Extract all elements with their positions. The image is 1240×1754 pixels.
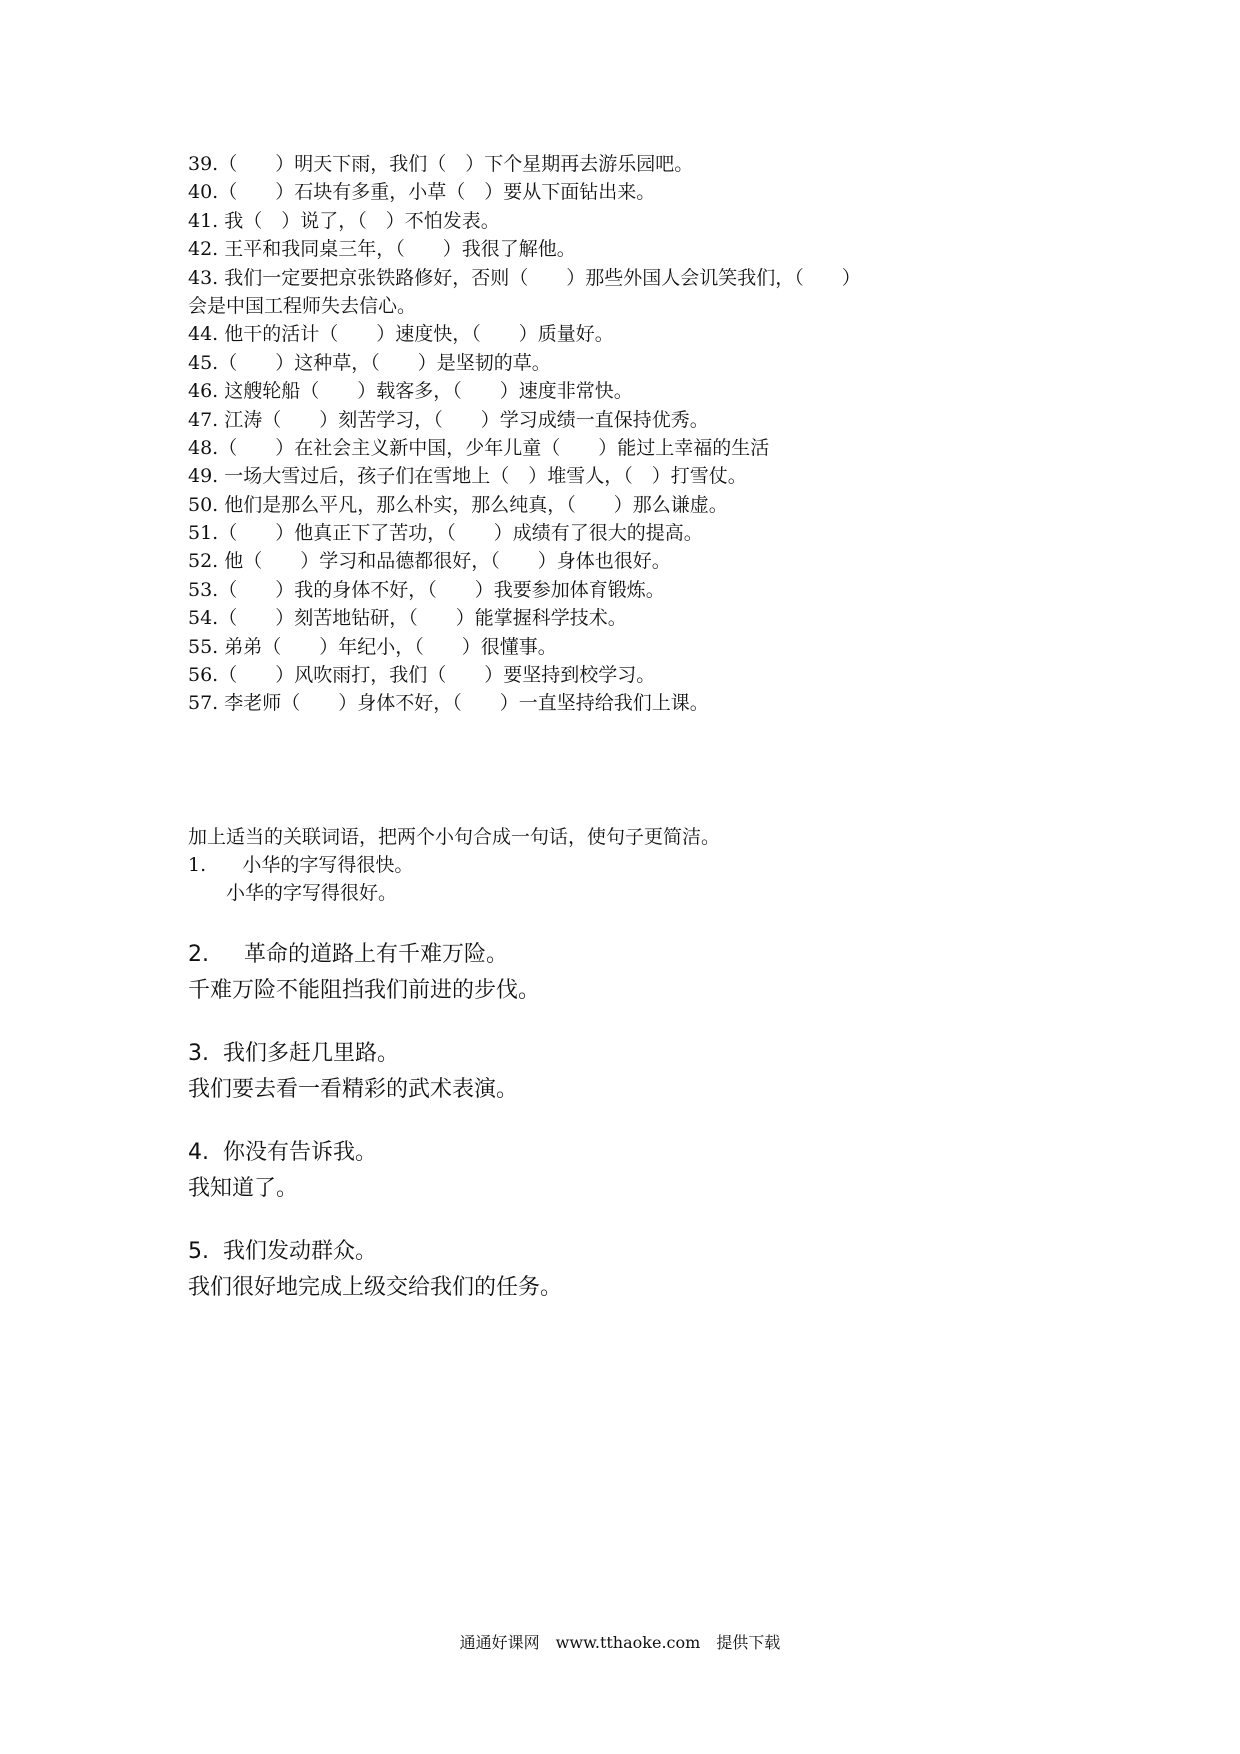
exercise-line: 会是中国工程师失去信心。 bbox=[188, 294, 417, 317]
item-sentence-2: 小华的字写得很好。 bbox=[226, 882, 398, 904]
item-sentence-2: 我们要去看一看精彩的武术表演。 bbox=[188, 1077, 519, 1102]
exercise-line: 54.（ ）刻苦地钻研，（ ）能掌握科学技术。 bbox=[188, 607, 627, 630]
item-number: 5. bbox=[188, 1239, 209, 1264]
exercise-line: 50. 他们是那么平凡，那么朴实，那么纯真，（ ）那么谦虚。 bbox=[188, 493, 728, 516]
item-number: 3. bbox=[188, 1041, 209, 1066]
exercise-line: 47. 江涛（ ）刻苦学习，（ ）学习成绩一直保持优秀。 bbox=[188, 408, 709, 431]
item-sentence-1: 我们多赶几里路。 bbox=[223, 1041, 400, 1066]
exercise-item bbox=[188, 1135, 1088, 1207]
item-number: 4. bbox=[188, 1140, 209, 1165]
page-footer: 通通好课网 www.tthaoke.com 提供下载 bbox=[459, 1633, 781, 1652]
exercise-line: 40.（ ）石块有多重，小草（ ）要从下面钻出来。 bbox=[188, 181, 656, 204]
exercise-line: 53.（ ）我的身体不好，（ ）我要参加体育锻炼。 bbox=[188, 578, 665, 601]
item-sentence-2: 千难万险不能阻挡我们前进的步伐。 bbox=[188, 978, 541, 1003]
item-sentence-2: 我们很好地完成上级交给我们的任务。 bbox=[188, 1275, 563, 1300]
fill-in-exercise-list bbox=[188, 150, 1088, 718]
exercise-line: 42. 王平和我同桌三年，（ ）我很了解他。 bbox=[188, 238, 576, 261]
exercise-line: 56.（ ）风吹雨打，我们（ ）要坚持到校学习。 bbox=[188, 664, 656, 687]
item-sentence-1: 革命的道路上有千难万险。 bbox=[243, 942, 508, 967]
exercise-line: 44. 他干的活计（ ）速度快，（ ）质量好。 bbox=[188, 323, 614, 346]
exercise-item bbox=[188, 851, 1088, 879]
exercise-line: 43. 我们一定要把京张铁路修好，否则（ ）那些外国人会讥笑我们，（ ） bbox=[188, 266, 861, 289]
item-number: 1. bbox=[188, 854, 207, 876]
exercise-item bbox=[188, 937, 1088, 1009]
item-sentence-1: 我们发动群众。 bbox=[223, 1239, 378, 1264]
exercise-item bbox=[188, 1036, 1088, 1108]
item-sentence-1: 小华的字写得很快。 bbox=[242, 854, 414, 876]
exercise-item bbox=[188, 1234, 1088, 1306]
exercise-line: 45.（ ）这种草，（ ）是坚韧的草。 bbox=[188, 351, 551, 374]
exercise-line: 49. 一场大雪过后，孩子们在雪地上（ ）堆雪人，（ ）打雪仗。 bbox=[188, 465, 747, 488]
exercise-line: 41. 我（ ）说了，（ ）不怕发表。 bbox=[188, 209, 500, 232]
exercise-line: 51.（ ）他真正下了苦功，（ ）成绩有了很大的提高。 bbox=[188, 522, 703, 545]
exercise-line: 46. 这艘轮船（ ）载客多，（ ）速度非常快。 bbox=[188, 380, 633, 403]
item-number: 2. bbox=[188, 942, 209, 967]
item-sentence-1: 你没有告诉我。 bbox=[223, 1140, 378, 1165]
exercise-line: 48.（ ）在社会主义新中国，少年儿童（ ）能过上幸福的生活 bbox=[188, 436, 770, 459]
exercise-line: 55. 弟弟（ ）年纪小，（ ）很懂事。 bbox=[188, 635, 557, 658]
combine-sentences-section bbox=[188, 823, 1088, 907]
combine-sentences-items bbox=[188, 937, 1088, 1333]
exercise-line: 39.（ ）明天下雨，我们（ ）下个星期再去游乐园吧。 bbox=[188, 153, 694, 175]
section-instruction: 加上适当的关联词语，把两个小句合成一句话，使句子更简洁。 bbox=[188, 826, 721, 848]
item-sentence-2: 我知道了。 bbox=[188, 1176, 299, 1201]
exercise-line: 57. 李老师（ ）身体不好，（ ）一直坚持给我们上课。 bbox=[188, 692, 709, 715]
exercise-line: 52. 他（ ）学习和品德都很好，（ ）身体也很好。 bbox=[188, 550, 671, 573]
